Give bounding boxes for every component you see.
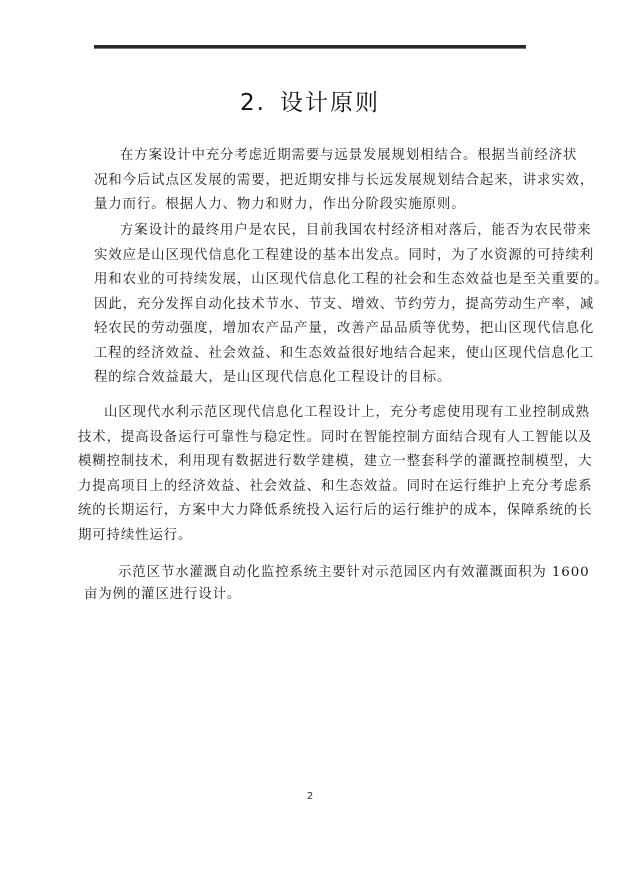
section-title	[0, 84, 620, 117]
section-number: 2.	[240, 90, 266, 116]
paragraph-3	[78, 401, 593, 548]
paragraph-line: 轻农民的劳动强度，增加农产品产量，改善产品品质等优势，把山区现代信息化	[94, 321, 595, 336]
paragraph-1	[94, 144, 595, 218]
paragraph-line: 山区现代水利示范区现代信息化工程设计上，充分考虑使用现有工业控制成熟	[104, 405, 590, 420]
paragraph-line: 况和今后试点区发展的需要，把近期安排与长远发展规划结合起来，讲求实效，	[94, 172, 595, 188]
paragraph-4	[84, 562, 590, 606]
paragraph-line: 技术，提高设备运行可靠性与稳定性。同时在智能控制方面结合现有人工智能以及	[78, 429, 593, 445]
paragraph-line: 用和农业的可持续发展，山区现代信息化工程的社会和生态效益也是至关重要的。	[94, 272, 609, 287]
paragraph-line: 在方案设计中充分考虑近期需要与远景发展规划相结合。根据当前经济状	[120, 148, 578, 163]
paragraph-line: 亩为例的灌区进行设计。	[84, 587, 242, 602]
paragraph-line: 力提高项目上的经济效益、社会效益、和生态效益。同时在运行维护上充分考虑系	[78, 478, 593, 494]
paragraph-line: 工程的经济效益、社会效益、和生态效益很好地结合起来，使山区现代信息化工	[94, 345, 595, 361]
paragraph-line: 统的长期运行，方案中大力降低系统投入运行后的运行维护的成本，保障系统的长	[78, 503, 593, 518]
header-rule	[94, 45, 526, 49]
paragraph-line: 因此，充分发挥自动化技术节水、节支、增效、节约劳力，提高劳动生产率，减	[94, 296, 595, 312]
page-number: 2	[306, 791, 314, 802]
paragraph-line: 程的综合效益最大，是山区现代信息化工程设计的目标。	[94, 370, 452, 385]
paragraph-line: 实效应是山区现代信息化工程建设的基本出发点。同时，为了水资源的可持续利	[94, 247, 595, 263]
section-title-text: 设计原则	[279, 90, 380, 116]
paragraph-line: 模糊控制技术，利用现有数据进行数学建模，建立一整套科学的灌溉控制模型，大	[78, 454, 593, 469]
paragraph-2	[94, 219, 609, 391]
paragraph-line: 示范区节水灌溉自动化监控系统主要针对示范园区内有效灌溉面积为 1600	[118, 565, 590, 580]
paragraph-line: 方案设计的最终用户是农民，目前我国农村经济相对落后，能否为农民带来	[120, 223, 592, 238]
paragraph-line: 期可持续性运行。	[78, 527, 193, 543]
paragraph-line: 量力而行。根据人力、物力和财力，作出分阶段实施原则。	[94, 197, 466, 212]
